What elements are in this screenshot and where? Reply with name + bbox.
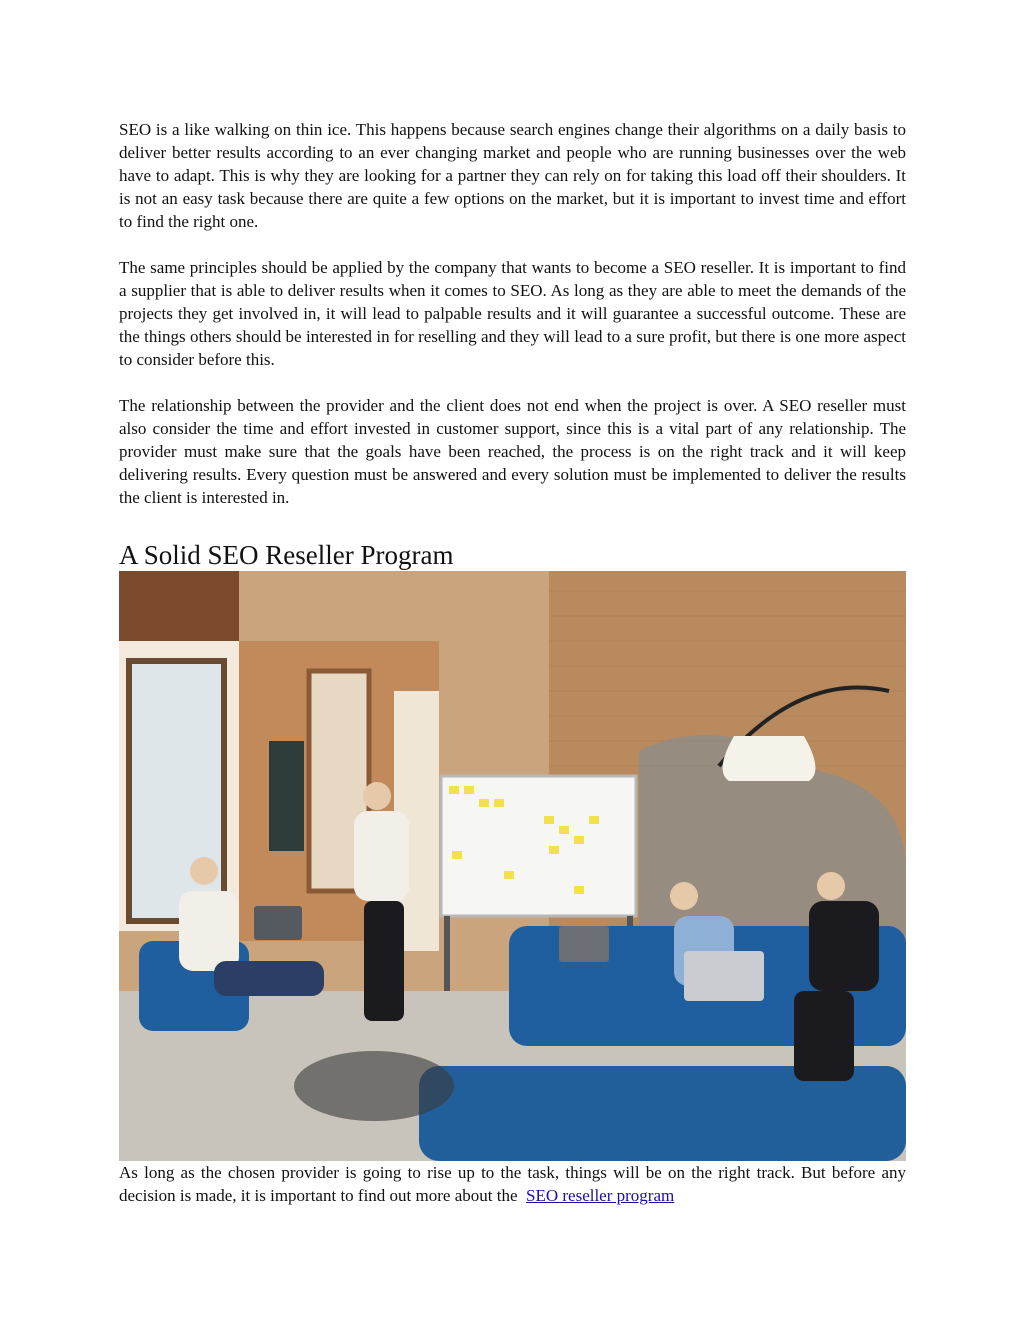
document-body <box>119 118 906 1207</box>
caption-text: As long as the chosen provider is going to rise up to the task, things will be on the right track. But before any decision is made, it is important to find out more about the <box>119 1163 906 1205</box>
caption-paragraph <box>119 1161 906 1207</box>
section-heading: A Solid SEO Reseller Program <box>119 540 454 570</box>
seo-reseller-program-link[interactable]: SEO reseller program <box>526 1186 675 1205</box>
office-meeting-photo <box>119 571 906 1161</box>
paragraph-1: SEO is a like walking on thin ice. This happens because search engines change their algorithms on a daily basis to deliver better results according to an ever changing market and people who are running businesses over the web have to adapt. This is why they are looking for a partner they can rely on for taking this load off their shoulders. It is not an easy task because there are quite a few options on the market, but it is important to invest time and effort to find the right one. <box>119 120 906 231</box>
paragraph-2: The same principles should be applied by the company that wants to become a SEO reseller. It is important to find a supplier that is able to deliver results when it comes to SEO. As long as they are able to meet the demands of the projects they get involved in, it will lead to palpable results and it will guarantee a successful outcome. These are the things others should be interested in for reselling and they will lead to a sure profit, but there is one more aspect to consider before this. <box>119 258 906 369</box>
paragraph-3: The relationship between the provider and the client does not end when the project is over. A SEO reseller must also consider the time and effort invested in customer support, since this is a vital part of any relationship. The provider must make sure that the goals have been reached, the process is on the right track and it will keep delivering results. Every question must be answered and every solution must be implemented to deliver the results the client is interested in. <box>119 396 906 507</box>
